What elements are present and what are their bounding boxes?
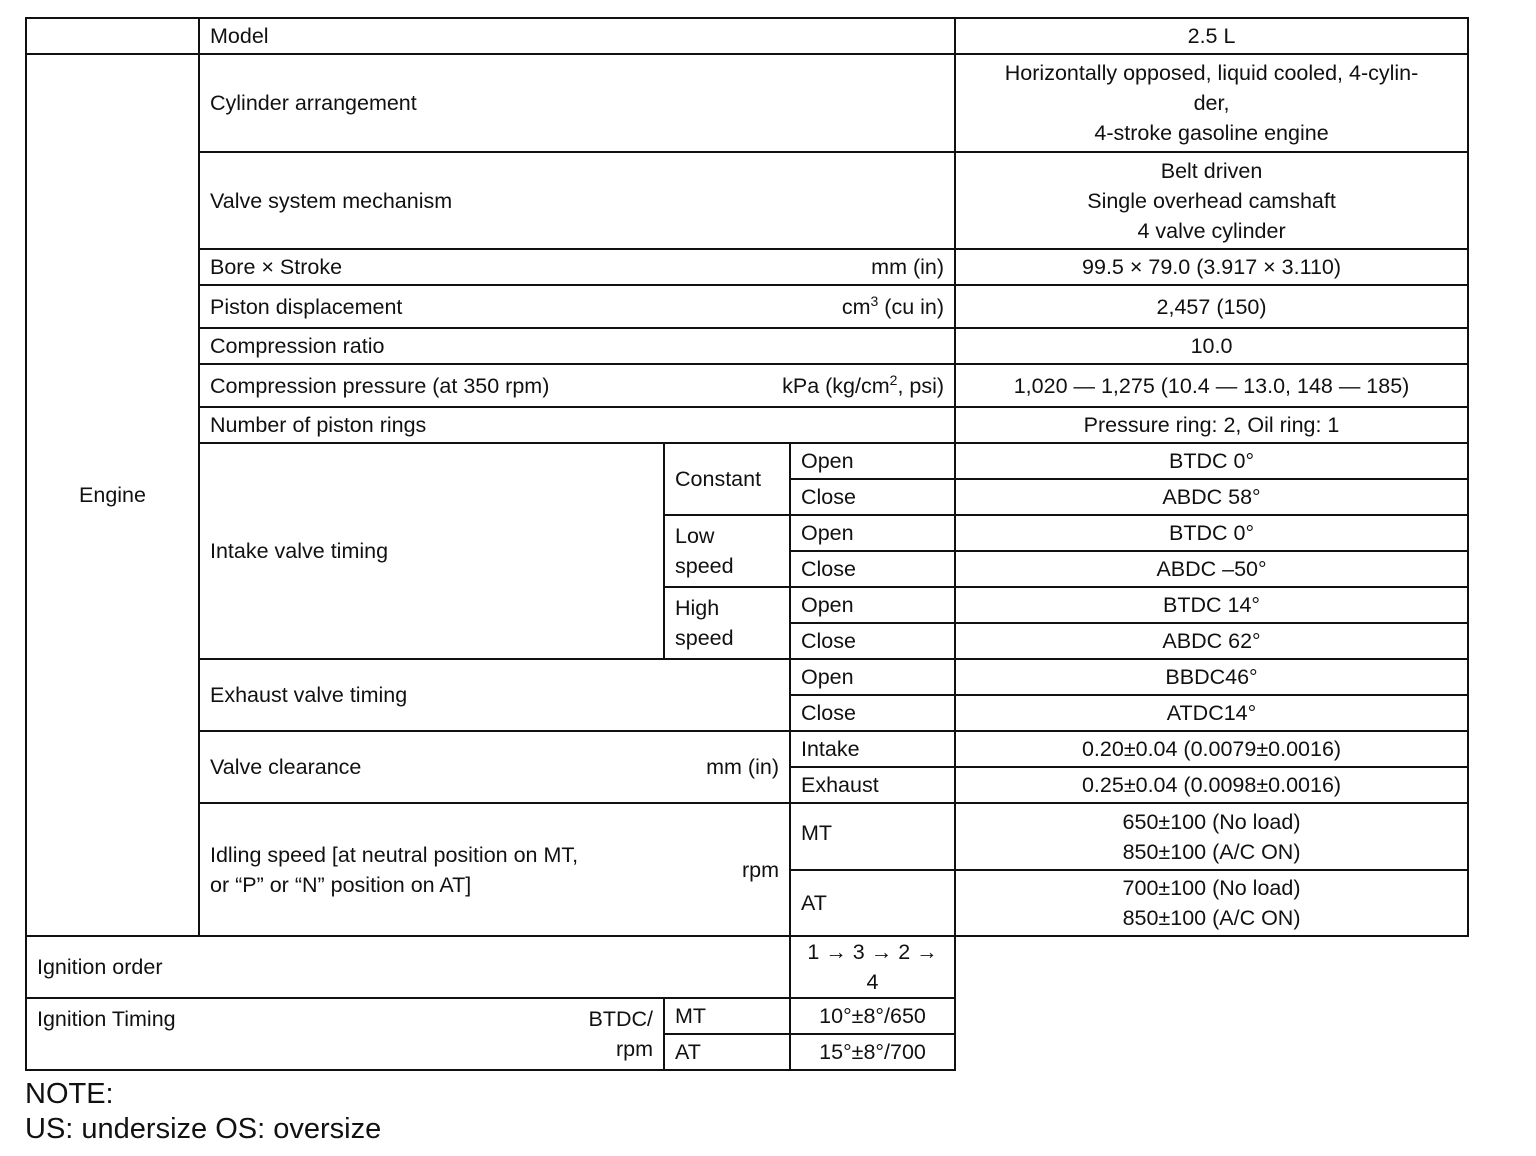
idling-mt-line: 650±100 (No load) xyxy=(1122,809,1301,834)
bore-stroke-value: 99.5 × 79.0 (3.917 × 3.110) xyxy=(955,249,1468,285)
intake-constant-open-value: BTDC 0° xyxy=(955,443,1468,479)
piston-displacement-value: 2,457 (150) xyxy=(955,285,1468,328)
unit-text: (cu in) xyxy=(878,294,945,319)
idling-at-line: 850±100 (A/C ON) xyxy=(1122,906,1301,930)
engine-category-label: Engine xyxy=(26,54,199,936)
low-speed-line: Low xyxy=(675,524,715,548)
idling-speed-label-cell xyxy=(199,803,790,936)
valve-clearance-exhaust-value: 0.25±0.04 (0.0098±0.0016) xyxy=(955,767,1468,803)
row-valve-clearance-intake xyxy=(26,731,1468,767)
engine-spec-table xyxy=(25,17,1469,1071)
intake-low-open-value: BTDC 0° xyxy=(955,515,1468,551)
piston-rings-label: Number of piston rings xyxy=(199,407,955,443)
idling-speed-unit: rpm xyxy=(741,857,779,882)
idling-speed-label-line: or “P” or “N” position on AT] xyxy=(210,872,472,897)
valve-system-line: 4 valve cylinder xyxy=(1137,218,1286,243)
idling-speed-label-line: Idling speed [at neutral position on MT, xyxy=(210,842,579,867)
row-ignition-order xyxy=(26,936,1468,998)
ignition-timing-mt-value: 10°±8°/650 xyxy=(790,998,955,1034)
idling-mt-value xyxy=(955,803,1468,870)
intake-low-close-value: ABDC –50° xyxy=(955,551,1468,587)
valve-system-value xyxy=(955,152,1468,249)
bore-stroke-label: Bore × Stroke xyxy=(210,255,343,279)
model-label: Model xyxy=(199,18,955,54)
intake-constant-label: Constant xyxy=(664,443,790,515)
ignition-timing-at-label: AT xyxy=(664,1034,790,1070)
intake-high-close-value: ABDC 62° xyxy=(955,623,1468,659)
ignition-timing-at-value: 15°±8°/700 xyxy=(790,1034,955,1070)
valve-clearance-exhaust-label: Exhaust xyxy=(790,767,955,803)
row-compression-pressure xyxy=(26,364,1468,407)
idling-mt-line: 850±100 (A/C ON) xyxy=(1122,839,1301,864)
cylinder-arrangement-label: Cylinder arrangement xyxy=(199,54,955,152)
intake-valve-timing-label: Intake valve timing xyxy=(199,443,664,659)
compression-pressure-unit xyxy=(782,371,944,401)
valve-clearance-unit: mm (in) xyxy=(706,755,779,779)
compression-pressure-label-cell xyxy=(199,364,955,407)
unit-text: cm xyxy=(841,294,871,319)
cylinder-arrangement-value xyxy=(955,54,1468,152)
valve-system-line: Belt driven xyxy=(1160,158,1263,183)
ignition-timing-unit-line: rpm xyxy=(615,1037,653,1061)
ignition-timing-unit xyxy=(589,1004,654,1064)
ignition-order-value: 1 → 3 → 2 → 4 xyxy=(790,936,955,998)
valve-system-label: Valve system mechanism xyxy=(199,152,955,249)
unit-superscript: 2 xyxy=(889,371,898,388)
exhaust-open-value: BBDC46° xyxy=(955,659,1468,695)
intake-low-close-label: Close xyxy=(790,551,955,587)
note-text: US: undersize OS: oversize xyxy=(25,1113,382,1145)
intake-high-speed-label xyxy=(664,587,790,659)
cylinder-arrangement-line: der, xyxy=(1193,91,1230,115)
exhaust-open-label: Open xyxy=(790,659,955,695)
exhaust-close-value: ATDC14° xyxy=(955,695,1468,731)
compression-pressure-label: Compression pressure (at 350 rpm) xyxy=(210,373,550,398)
high-speed-line: speed xyxy=(675,626,734,650)
compression-pressure-value: 1,020 — 1,275 (10.4 — 13.0, 148 — 185) xyxy=(955,364,1468,407)
idling-at-line: 700±100 (No load) xyxy=(1122,876,1301,900)
row-bore-stroke xyxy=(26,249,1468,285)
row-exhaust-open xyxy=(26,659,1468,695)
ignition-timing-unit-line: BTDC/ xyxy=(588,1007,653,1031)
row-intake-constant-open xyxy=(26,443,1468,479)
idling-at-value xyxy=(955,870,1468,936)
unit-superscript: 3 xyxy=(870,292,879,309)
row-piston-rings xyxy=(26,407,1468,443)
intake-high-close-label: Close xyxy=(790,623,955,659)
piston-displacement-unit xyxy=(842,292,944,322)
bore-stroke-unit: mm (in) xyxy=(871,255,945,279)
ignition-timing-label-cell xyxy=(26,998,664,1070)
empty-header-cell xyxy=(26,18,199,54)
valve-clearance-label: Valve clearance xyxy=(210,755,362,779)
intake-constant-close-label: Close xyxy=(790,479,955,515)
unit-text: , psi) xyxy=(897,373,945,398)
piston-displacement-label: Piston displacement xyxy=(210,294,403,319)
valve-clearance-label-cell xyxy=(199,731,790,803)
compression-ratio-label: Compression ratio xyxy=(199,328,955,364)
cylinder-arrangement-line: Horizontally opposed, liquid cooled, 4-cylin- xyxy=(1004,61,1419,85)
intake-constant-open-label: Open xyxy=(790,443,955,479)
note-title: NOTE: xyxy=(25,1078,114,1110)
valve-clearance-intake-label: Intake xyxy=(790,731,955,767)
unit-text: kPa (kg/cm xyxy=(782,373,890,398)
ignition-order-label: Ignition order xyxy=(26,936,790,998)
cylinder-arrangement-line: 4-stroke gasoline engine xyxy=(1094,121,1329,145)
note-block xyxy=(25,1077,381,1147)
intake-low-open-label: Open xyxy=(790,515,955,551)
compression-ratio-value: 10.0 xyxy=(955,328,1468,364)
row-valve-system xyxy=(26,152,1468,249)
row-cylinder-arrangement xyxy=(26,54,1468,152)
intake-high-open-label: Open xyxy=(790,587,955,623)
exhaust-valve-timing-label: Exhaust valve timing xyxy=(199,659,790,731)
intake-high-open-value: BTDC 14° xyxy=(955,587,1468,623)
idling-mt-label: MT xyxy=(790,803,955,870)
bore-stroke-label-cell xyxy=(199,249,955,285)
high-speed-line: High xyxy=(675,596,720,620)
valve-system-line: Single overhead camshaft xyxy=(1087,188,1336,213)
row-idling-mt xyxy=(26,803,1468,870)
row-piston-displacement xyxy=(26,285,1468,328)
ignition-timing-mt-label: MT xyxy=(664,998,790,1034)
intake-constant-close-value: ABDC 58° xyxy=(955,479,1468,515)
ignition-timing-label: Ignition Timing xyxy=(37,1007,176,1031)
row-compression-ratio xyxy=(26,328,1468,364)
row-ignition-timing-mt xyxy=(26,998,1468,1034)
intake-low-speed-label xyxy=(664,515,790,587)
model-value: 2.5 L xyxy=(955,18,1468,54)
low-speed-line: speed xyxy=(675,554,734,578)
row-model xyxy=(26,18,1468,54)
piston-displacement-label-cell xyxy=(199,285,955,328)
piston-rings-value: Pressure ring: 2, Oil ring: 1 xyxy=(955,407,1468,443)
exhaust-close-label: Close xyxy=(790,695,955,731)
valve-clearance-intake-value: 0.20±0.04 (0.0079±0.0016) xyxy=(955,731,1468,767)
idling-at-label: AT xyxy=(790,870,955,936)
